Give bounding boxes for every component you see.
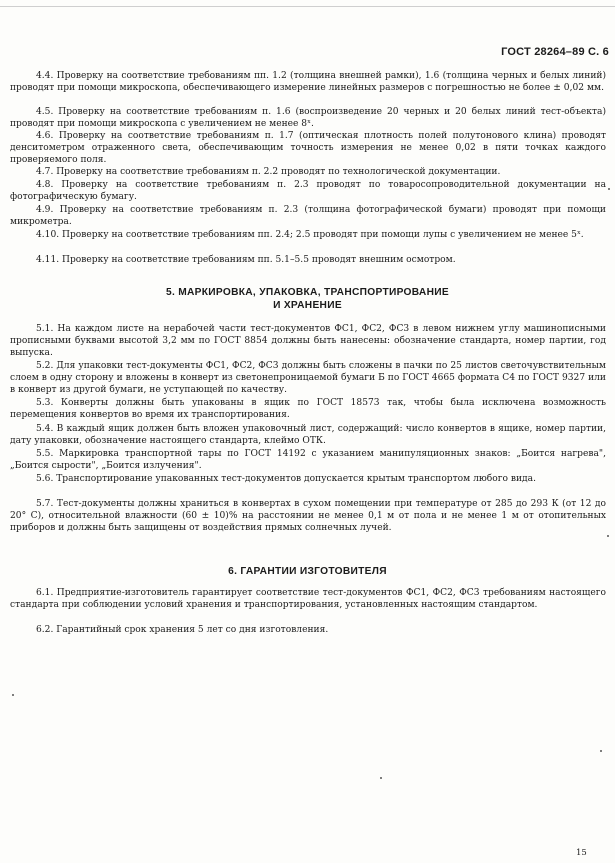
paragraph-4-5: 4.5. Проверку на соответствие требованиям п. 1.6 (воспроизведение 20 черных и 20 белых линий тест-объекта) проводят при помощи микроскопа с увеличением не менее 8ˣ. (10, 107, 606, 130)
section-5-title-line2: И ХРАНЕНИЕ (273, 300, 342, 311)
paragraph-4-11: 4.11. Проверку на соответствие требованиям пп. 5.1–5.5 проводят внешним осмотром. (36, 255, 456, 265)
scan-speck (608, 188, 610, 190)
section-6-title: 6. ГАРАНТИИ ИЗГОТОВИТЕЛЯ (228, 566, 387, 577)
paragraph-5-7: 5.7. Тест-документы должны храниться в конвертах в сухом помещении при температуре от 285 до 293 К (от 12 до 20° С), относительной влажности (60 ± 10)% на расстоянии не менее 0,1 м от пола и не менее 1 м от отопительных приборов и должны быть защищены от воздействия прямых солнечных лучей. (10, 499, 606, 534)
paragraph-5-6: 5.6. Транспортирование упакованных тест-документов допускается крытым транспортом любого вида. (36, 474, 536, 484)
paragraph-4-4: 4.4. Проверку на соответствие требованиям пп. 1.2 (толщина внешней рамки), 1.6 (толщина черных и белых линий) проводят при помощи микроскопа, обеспечивающего измерение линейных размеров с погрешностью не более ± 0,02 мм. (10, 71, 606, 94)
page-header: ГОСТ 28264–89 С. 6 (501, 46, 609, 58)
paragraph-4-6: 4.6. Проверку на соответствие требованиям п. 1.7 (оптическая плотность полей полутонового клина) проводят денситометром отраженного света, обеспечивающим точность измерения не менее 0,02 в пяти точках каждого проверяемого поля. (10, 131, 606, 166)
paragraph-4-7: 4.7. Проверку на соответствие требованиям п. 2.2 проводят по технологической документации. (36, 167, 501, 177)
scan-speck (12, 694, 14, 696)
paragraph-5-1: 5.1. На каждом листе на нерабочей части тест-документов ФС1, ФС2, ФС3 в левом нижнем углу машинописными прописными буквами высотой 3,2 мм по ГОСТ 8854 должны быть нанесены: обозначение стандарта, номер партии, год выпуска. (10, 324, 606, 359)
scan-speck (380, 777, 382, 779)
page-number: 15 (576, 848, 587, 858)
paragraph-6-1: 6.1. Предприятие-изготовитель гарантирует соответствие тест-документов ФС1, ФС2, ФС3 требованиям настоящего стандарта при соблюдении условий хранения и транспортирования, установленных настоящим стандартом. (10, 588, 606, 611)
paragraph-4-10: 4.10. Проверку на соответствие требованиям пп. 2.4; 2.5 проводят при помощи лупы с увеличением не менее 5ˣ. (36, 230, 584, 240)
paragraph-5-4: 5.4. В каждый ящик должен быть вложен упаковочный лист, содержащий: число конвертов в ящике, номер партии, дату упаковки, обозначение настоящего стандарта, клеймо ОТК. (10, 424, 606, 447)
section-5-title-line1: 5. МАРКИРОВКА, УПАКОВКА, ТРАНСПОРТИРОВАНИЕ (166, 287, 449, 298)
paragraph-5-3: 5.3. Конверты должны быть упакованы в ящик по ГОСТ 18573 так, чтобы была исключена возможность перемещения конвертов во время их транспортирования. (10, 398, 606, 421)
paragraph-4-8: 4.8. Проверку на соответствие требованиям п. 2.3 проводят по товаросопроводительной документации на фотографическую бумагу. (10, 180, 606, 203)
paragraph-6-2: 6.2. Гарантийный срок хранения 5 лет со дня изготовления. (36, 625, 329, 635)
paragraph-5-2: 5.2. Для упаковки тест-документы ФС1, ФС2, ФС3 должны быть сложены в пачки по 25 листов светочувствительным слоем в одну сторону и вложены в конверт из светонепроницаемой бумаги Б по ГОСТ 4665 формата С4 по ГОСТ 9327 или в конверт из другой бумаги, не уступающей по качеству. (10, 361, 606, 396)
scan-edge-line (0, 6, 615, 7)
paragraph-5-5: 5.5. Маркировка транспортной тары по ГОСТ 14192 с указанием манипуляционных знаков: „Боится нагрева", „Боится сырости", „Боится излучения". (10, 449, 606, 472)
scan-speck (607, 535, 609, 537)
paragraph-4-9: 4.9. Проверку на соответствие требованиям п. 2.3 (толщина фотографической бумаги) проводят при помощи микрометра. (10, 205, 606, 228)
scan-speck (600, 750, 602, 752)
